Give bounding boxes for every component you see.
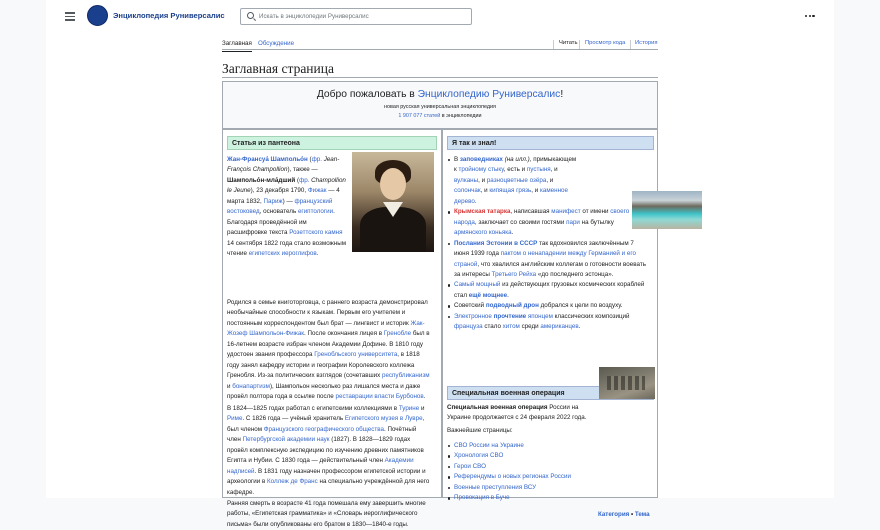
tab-main-page[interactable]: Заглавная: [222, 40, 252, 52]
list-item: Самый мощный из действующих грузовых космических кораблей стал ещё мощнее.: [447, 280, 654, 301]
tab-read[interactable]: Читать: [559, 40, 578, 46]
svo-heading: Специальная военная операция: [447, 386, 654, 400]
topic-link[interactable]: Тема: [634, 511, 650, 518]
featured-intro: Жан-Франсуа́ Шампольо́н (фр. Jean- François Champollion), также — Шампольо́н-мла́дший (фр. Champollion le Jeune), 23 декабря 1790, Фижак — 4 марта 1832, Париж) — французский востоковед, основатель египтологии. Благодаря проведённой им расшифровке текста Розеттского камня 14 сентября 1822 года стало возможным чтение египетских иероглифов.: [227, 156, 347, 258]
tab-view-source[interactable]: Просмотр кода: [585, 40, 626, 46]
featured-article-column: [222, 129, 442, 528]
svo-intro: Специальная военная операция России на Украине продолжается с 24 февраля 2022 года.: [447, 404, 587, 422]
welcome-link[interactable]: Энциклопедию Руниверсалис: [417, 89, 561, 100]
list-item: В заповедниках (на илл.), примыкающем к тройному стыку, есть и пустыня, и вулканы, и разноцветные озёра, и солончак, и кипящая грязь, и каменное дерево.: [447, 155, 654, 207]
featured-body-2: В 1824—1825 годах работал с египетскими коллекциями в Турине и Риме. С 1826 года — учёный хранитель Египетского музея в Лувре, был членом Французского географического общества. Почётный член Петербургской академии наук (1827). В 1828—1829 годах провёл комплексную экспедицию по изучению древних памятников Египта и Нубии. С 1830 года — действительный член Академии надписей. В 1831 году назначен профессором египетской истории и археологии в Коллеж де Франс на специально учреждённой для него кафедре.: [227, 405, 430, 496]
site-header: [46, 0, 834, 36]
did-you-know-heading: Я так и знал!: [447, 136, 654, 150]
right-column: [442, 129, 658, 518]
search-placeholder: Искать в энциклопедии Руниверсалис: [259, 13, 369, 20]
more-options-icon[interactable]: [805, 15, 815, 17]
svo-link[interactable]: Хронология СВО: [447, 451, 647, 461]
svo-link[interactable]: Военные преступления ВСУ: [447, 483, 647, 493]
svo-links-list: [447, 441, 647, 504]
featured-heading: Статья из пантеона: [227, 136, 437, 150]
svo-link[interactable]: Герои СВО: [447, 462, 647, 472]
site-logo-icon[interactable]: [87, 5, 108, 26]
featured-body: Родился в семье книготорговца, с раннего возраста демонстрировал необычайные способности к языкам. Первым его учителем и постоянным корреспондентом был брат — лингвист и историк Жак- Жозеф Шампольон-Фижак. После окончания лицея в Гренобле был в 16-летнем возрасте избран членом Академии Дофине. В 1810 году удостоен звания профессора Гренобльского университета, в 1818 году занял кафедру истории и географии Королевского коллежа Гренобля. Из-за политических взглядов (сочетавших республиканизм и бонапартизм), Шампольон несколько раз лишался места и даже провёл полтора года в ссылке после реставрации власти Бурбонов.: [227, 299, 430, 401]
military-operation-image[interactable]: [599, 367, 655, 399]
welcome-title: Добро пожаловать в Энциклопедию Руниверсалис!: [316, 89, 564, 100]
list-item: Послания Эстонии в СССР так вдохновился заключённым 7 июня 1939 года пактом о ненападении между Германией и его страной, что хвалился английским коллегам о готовности воевать за интересы Третьего Рейха «до последнего эстонца».: [447, 239, 654, 281]
page-content: [46, 36, 834, 528]
svo-link[interactable]: Провокация в Буче: [447, 493, 647, 503]
welcome-subtitle: новая русская универсальная энциклопедия: [384, 104, 496, 110]
svo-link[interactable]: Референдумы о новых регионах России: [447, 472, 647, 482]
list-item: Крымская татарка, написавшая манифест от имени своего народа, заключает со своими гостями пари на бутылку армянского коньяка.: [447, 207, 654, 238]
champollion-portrait[interactable]: [352, 152, 434, 252]
page-title: Заглавная страница: [222, 61, 334, 76]
search-icon: [247, 12, 254, 19]
tab-history[interactable]: История: [635, 40, 658, 46]
site-logo-text[interactable]: Энциклопедия Руниверсалис: [113, 11, 225, 20]
featured-body-3: Ранняя смерть в возрасте 41 года помешала ему завершить многие работы, «Египетская грамматика» и «Словарь иероглифического письма» были опубликованы его братом в 1830—1840-е годы.: [227, 500, 426, 528]
did-you-know-list: [447, 155, 654, 333]
svo-link[interactable]: СВО России на Украине: [447, 441, 647, 451]
list-item: Советский подводный дрон добрался к цели по воздуху.: [447, 301, 654, 311]
search-input[interactable]: [240, 8, 472, 25]
svo-footer: Категория • Тема: [598, 511, 650, 518]
welcome-banner: [222, 81, 658, 129]
list-item: Электронное прочтение японцем классических композиций француза стало хитом среди американцев.: [447, 312, 654, 333]
category-link[interactable]: Категория: [598, 511, 630, 518]
main-menu-icon[interactable]: [65, 12, 75, 21]
article-count: 1 907 077 статей в энциклопедии: [398, 113, 482, 119]
svo-important-label: Важнейшие страницы:: [447, 427, 513, 434]
tab-discussion[interactable]: Обсуждение: [258, 40, 295, 47]
